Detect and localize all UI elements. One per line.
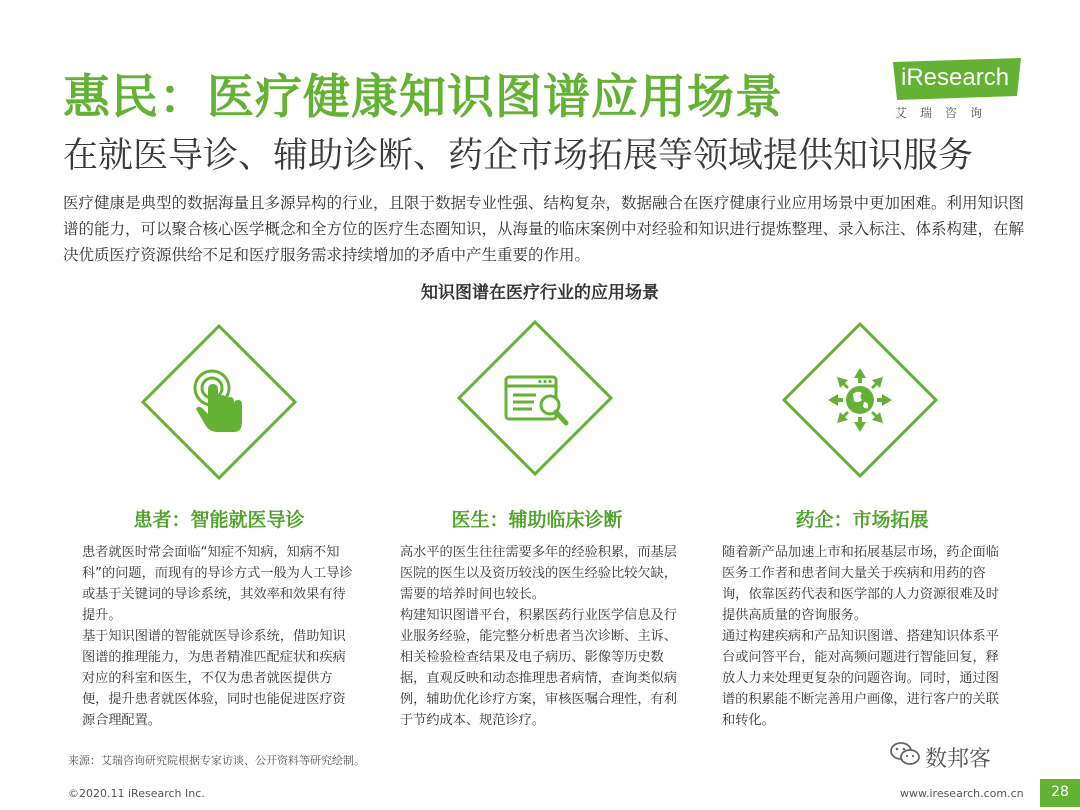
watermark	[925, 742, 991, 773]
scenario-title: 患者：智能就医导诊	[133, 509, 305, 531]
paragraph: 随着新产品加速上市和拓展基层市场，药企面临医务工作者和患者间大量关于疾病和用药的咨询，依靠医药代表和医学部的人力资源很难及时提供高质量的咨询服务。	[722, 545, 999, 623]
scenario-description	[400, 542, 678, 731]
scenario-description	[82, 542, 358, 731]
paragraph: 构建知识图谱平台，积累医药行业医学信息及行业服务经验，能完整分析患者当次诊断、主诉、相关检验检查结果及电子病历、影像等历史数据，直观反映和动态推理患者病情，查询类似病例，辅助优化诊疗方案，审核医嘱合理性，有利于节约成本、规范诊疗。	[400, 608, 677, 728]
source-note: 来源：艾瑞咨询研究院根据专家访谈、公开资料等研究绘制。	[68, 754, 365, 767]
paragraph: 患者就医时常会面临“知症不知病，知病不知科”的问题，而现有的导诊方式一般为人工导诊或基于关键词的导诊系统，其效率和效果有待提升。	[82, 545, 353, 623]
copyright: ©2020.11 iResearch Inc.	[68, 787, 205, 800]
touch-hand-icon	[190, 368, 250, 436]
browser-search-icon	[504, 375, 570, 427]
page-subtitle: 在就医导诊、辅助诊断、药企市场拓展等领域提供知识服务	[63, 136, 974, 176]
logo-subtext: 艾瑞咨询	[895, 106, 996, 120]
intro-paragraph: 医疗健康是典型的数据海量且多源异构的行业，且限于数据专业性强、结构复杂，数据融合在医疗健康行业应用场景中更加困难。利用知识图谱的能力，可以聚合核心医学概念和全方位的医疗生态圈知识，从海量的临床案例中对经验和知识进行提炼整理、录入标注、体系构建，在解决优质医疗资源供给不足和医疗服务需求持续增加的矛盾中产生重要的作用。	[63, 194, 1025, 264]
page-number-box	[1040, 779, 1080, 807]
section-title: 知识图谱在医疗行业的应用场景	[421, 283, 659, 303]
page-title: 惠民：医疗健康知识图谱应用场景	[63, 70, 783, 125]
paragraph: 高水平的医生往往需要多年的经验积累，而基层医院的医生以及资历较浅的医生经验比较欠缺，需要的培养时间也较长。	[400, 545, 677, 602]
footer-url: www.iresearch.com.cn	[900, 787, 1024, 800]
paragraph: 基于知识图谱的智能就医导诊系统，借助知识图谱的推理能力，为患者精准匹配症状和疾病对应的科室和医生，不仅为患者就医提供方便，提升患者就医体验，同时也能促进医疗资源合理配置。	[82, 629, 346, 728]
watermark-text: 数邦客	[925, 747, 992, 772]
page-number: 28	[1051, 784, 1069, 800]
scenario-title: 医生：辅助临床诊断	[451, 509, 623, 531]
logo-text: iResearch	[901, 64, 1010, 91]
iresearch-logo	[893, 58, 1033, 122]
paragraph: 通过构建疾病和产品知识图谱、搭建知识体系平台或问答平台，能对高频问题进行智能回复，释放人力来处理更复杂的问题咨询。同时，通过图谱的积累能不断完善用户画像，进行客户的关联和转化。	[722, 629, 999, 728]
wechat-icon	[889, 740, 921, 768]
scenario-title: 药企：市场拓展	[795, 509, 929, 531]
globe-arrows-icon	[826, 366, 894, 434]
scenario-description	[722, 542, 1000, 731]
